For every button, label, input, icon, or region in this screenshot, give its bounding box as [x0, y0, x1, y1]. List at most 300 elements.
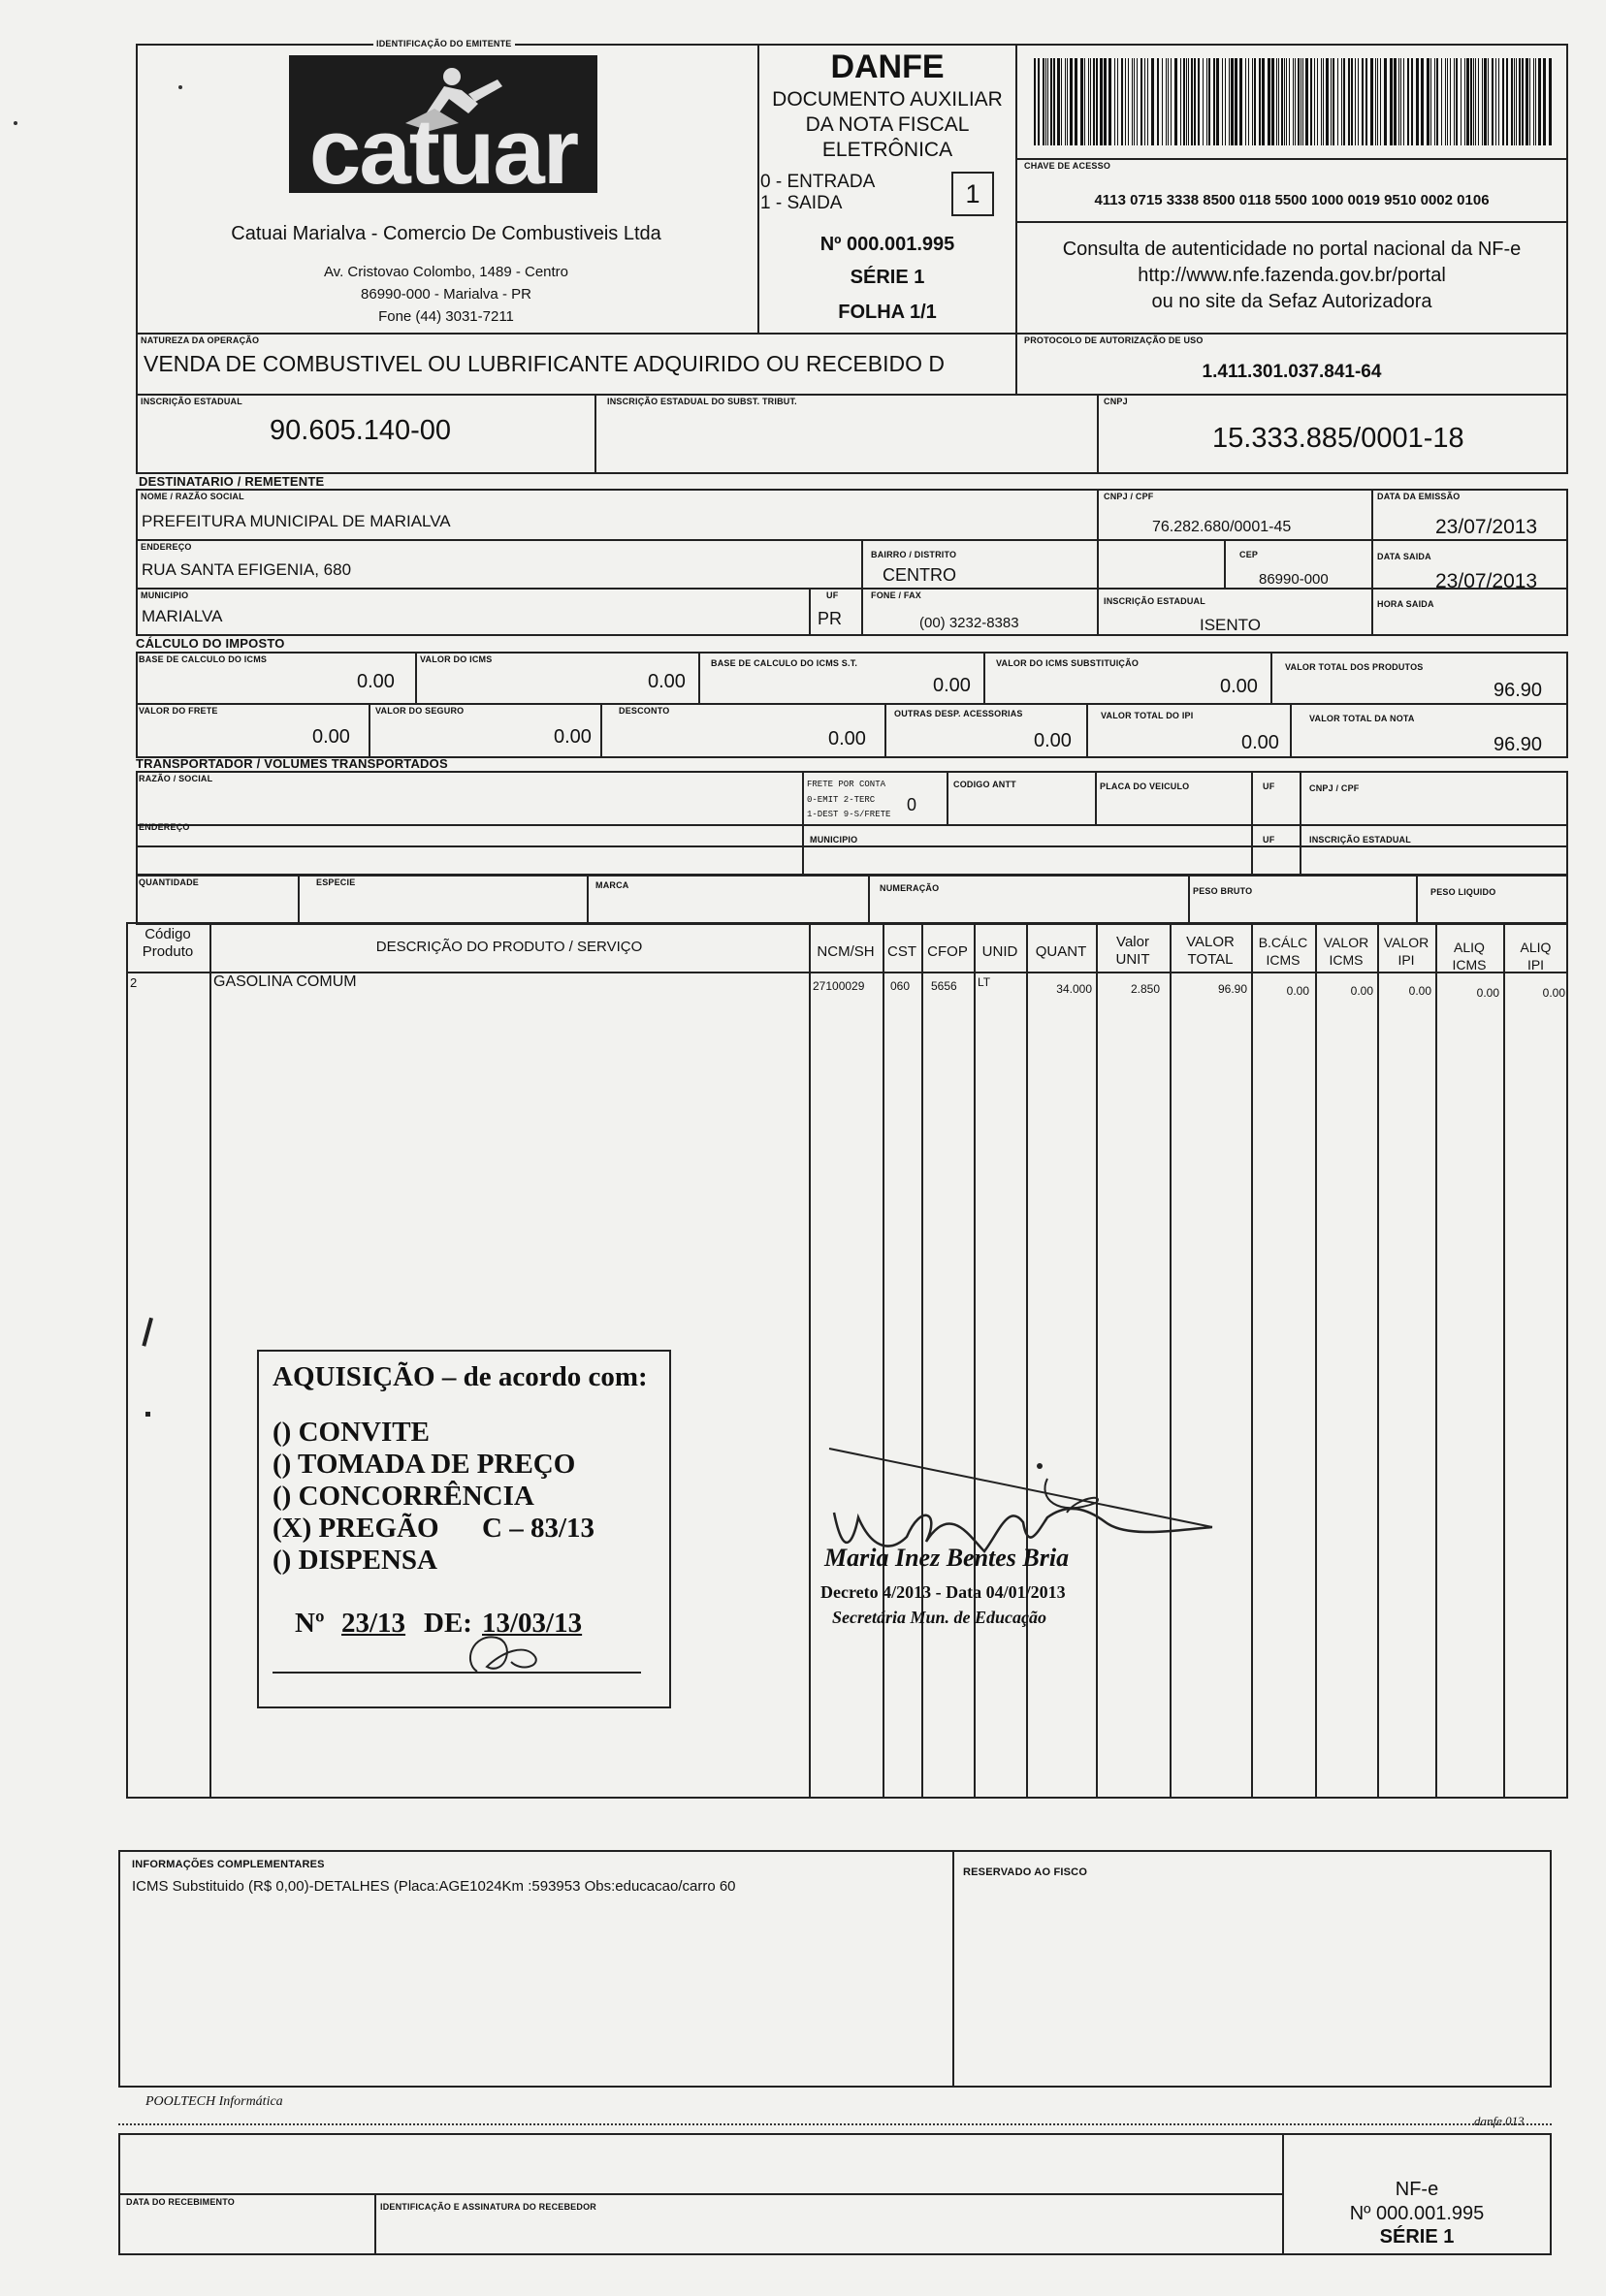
- barcode-bar: [1454, 58, 1455, 145]
- logo-text: catuar: [308, 100, 578, 204]
- col-cfop: CFOP: [927, 943, 968, 960]
- barcode-bar: [1140, 58, 1142, 145]
- total-nota: 96.90: [1494, 734, 1543, 755]
- divider: [1095, 771, 1097, 824]
- stamp-num-label: Nº: [295, 1608, 325, 1639]
- barcode-bar: [1535, 58, 1536, 145]
- barcode-bar: [1088, 58, 1089, 145]
- chave-value: 4113 0715 3338 8500 0118 5500 1000 0019 9510 0002 0106: [1094, 192, 1490, 208]
- divider: [1435, 922, 1437, 1799]
- barcode-bar: [1108, 58, 1111, 145]
- barcode-bar: [1157, 58, 1159, 145]
- barcode-bar: [1323, 58, 1324, 145]
- stamp-title: AQUISIÇÃO – de acordo com:: [273, 1361, 648, 1392]
- barcode-bar: [1317, 58, 1318, 145]
- barcode-bar: [1445, 58, 1446, 145]
- identificacao-label: IDENTIFICAÇÃO E ASSINATURA DO RECEBEDOR: [380, 2202, 596, 2212]
- barcode-bar: [1298, 58, 1300, 145]
- barcode-bar: [1343, 58, 1345, 145]
- barcode-bar: [1447, 58, 1448, 145]
- barcode-bar: [1100, 58, 1103, 145]
- barcode-bar: [1492, 58, 1494, 145]
- divider: [698, 652, 700, 703]
- canhoto-serie: SÉRIE 1: [1379, 2226, 1455, 2248]
- cell-bcicms: 0.00: [1286, 984, 1309, 998]
- barcode-bar: [1502, 58, 1504, 145]
- barcode-bar: [1473, 58, 1474, 145]
- barcode-bar: [1034, 58, 1036, 145]
- barcode-bar: [1278, 58, 1279, 145]
- divider: [1377, 922, 1379, 1799]
- barcode-bar: [1096, 58, 1098, 145]
- barcode-bar: [1484, 58, 1487, 145]
- divider: [861, 539, 863, 636]
- barcode-bar: [1067, 58, 1068, 145]
- recebimento-label: DATA DO RECEBIMENTO: [126, 2197, 235, 2207]
- barcode-bar: [1355, 58, 1356, 145]
- col-vunit: [1096, 934, 1170, 969]
- cell-cst: 060: [890, 979, 911, 993]
- barcode-bar: [1478, 58, 1479, 145]
- transp-endereco-label: ENDEREÇO: [139, 822, 190, 832]
- barcode-bar: [1117, 58, 1118, 145]
- col-bcicms: [1251, 934, 1315, 969]
- valor-st: 0.00: [1220, 676, 1258, 697]
- barcode-bar: [1047, 58, 1048, 145]
- natureza-value: VENDA DE COMBUSTIVEL OU LUBRIFICANTE ADQUIRIDO OU RECEBIDO D: [144, 351, 946, 376]
- barcode-bar: [1194, 58, 1196, 145]
- base-st: 0.00: [933, 675, 971, 696]
- frete-label: VALOR DO FRETE: [139, 706, 218, 716]
- dest-cep-label: CEP: [1239, 550, 1259, 559]
- stamp-concorrencia: () CONCORRÊNCIA: [273, 1481, 534, 1512]
- dest-endereco-label: ENDEREÇO: [141, 542, 192, 552]
- divider: [868, 875, 870, 925]
- divider: [136, 703, 1568, 705]
- divider: [809, 922, 811, 1799]
- dest-emissao: 23/07/2013: [1435, 516, 1538, 538]
- barcode-bar: [1206, 58, 1207, 145]
- ipi-label: VALOR TOTAL DO IPI: [1101, 711, 1194, 720]
- barcode-bar: [1375, 58, 1376, 145]
- divider: [600, 703, 602, 758]
- barcode-bar: [1430, 58, 1431, 145]
- barcode-bar: [1239, 58, 1242, 145]
- barcode-bar: [1057, 58, 1060, 145]
- ie-st-label: INSCRIÇÃO ESTADUAL DO SUBST. TRIBUT.: [607, 397, 797, 406]
- transp-ie-label: INSCRIÇÃO ESTADUAL: [1309, 835, 1411, 845]
- barcode-bar: [1398, 58, 1399, 145]
- barcode-bar: [1151, 58, 1154, 145]
- complementares-label: INFORMAÇÕES COMPLEMENTARES: [132, 1859, 325, 1870]
- barcode-bar: [1038, 58, 1040, 145]
- danfe-numero: Nº 000.001.995: [819, 234, 955, 255]
- stamp-date: 13/03/13: [482, 1608, 583, 1639]
- col-aliqipi: [1503, 939, 1568, 973]
- divider: [1503, 922, 1505, 1799]
- barcode-bar: [1271, 58, 1274, 145]
- barcode-bar: [1259, 58, 1261, 145]
- outras: 0.00: [1034, 730, 1072, 751]
- stamp-pregao: (X) PREGÃO: [273, 1513, 439, 1544]
- barcode-bar: [1538, 58, 1541, 145]
- divider: [1251, 771, 1253, 876]
- barcode-bar: [1188, 58, 1189, 145]
- dest-ie: ISENTO: [1200, 616, 1261, 634]
- barcode-bar: [1075, 58, 1077, 145]
- barcode-bar: [1358, 58, 1359, 145]
- cell-ncm: 27100029: [813, 979, 865, 993]
- outras-label: OUTRAS DESP. ACESSORIAS: [894, 709, 1023, 718]
- barcode-bar: [1213, 58, 1215, 145]
- divider: [118, 2193, 1282, 2195]
- placa-label: PLACA DO VEICULO: [1100, 781, 1190, 791]
- col-vipi: [1377, 934, 1435, 969]
- col-vipi-line2: IPI: [1397, 952, 1415, 968]
- emitente-cnpj-label: CNPJ: [1104, 397, 1128, 406]
- barcode-bar: [1464, 58, 1465, 145]
- barcode-bar: [1348, 58, 1350, 145]
- signature-name: Maria Inez Bentes Bria: [824, 1544, 1070, 1572]
- danfe-title: DANFE: [830, 48, 945, 85]
- frete: 0.00: [312, 726, 350, 748]
- barcode-bar: [1450, 58, 1451, 145]
- barcode-bar: [1293, 58, 1294, 145]
- barcode-bar: [1331, 58, 1332, 145]
- barcode-bar: [1310, 58, 1312, 145]
- divider: [136, 824, 1568, 826]
- barcode-bar: [1268, 58, 1270, 145]
- barcode-bar: [1416, 58, 1419, 145]
- dest-uf-label: UF: [826, 590, 839, 600]
- cell-unid: LT: [978, 975, 991, 989]
- software-credit: POOLTECH Informática: [145, 2094, 283, 2109]
- canhoto-nfe: NF-e: [1395, 2179, 1439, 2200]
- barcode-bar: [1522, 58, 1524, 145]
- dest-cnpj-label: CNPJ / CPF: [1104, 492, 1154, 501]
- seguro-label: VALOR DO SEGURO: [375, 706, 465, 716]
- divider: [587, 875, 589, 925]
- col-codigo: [126, 926, 209, 961]
- col-quant: QUANT: [1035, 943, 1087, 960]
- dest-endereco: RUA SANTA EFIGENIA, 680: [142, 560, 352, 579]
- divider: [1097, 489, 1099, 636]
- col-vipi-line1: VALOR: [1383, 935, 1429, 950]
- barcode-bar: [1225, 58, 1226, 145]
- frete-conta-value: 0: [907, 795, 917, 814]
- danfe-saida: 1 - SAIDA: [760, 193, 843, 213]
- transp-razao-label: RAZÃO / SOCIAL: [139, 774, 213, 783]
- protocolo-value: 1.411.301.037.841-64: [1202, 362, 1382, 382]
- dest-fone-label: FONE / FAX: [871, 590, 922, 600]
- barcode-bar: [1514, 58, 1515, 145]
- divider: [1371, 489, 1373, 636]
- barcode-bar: [1222, 58, 1223, 145]
- danfe-folha: FOLHA 1/1: [838, 302, 937, 323]
- barcode-bar: [1384, 58, 1387, 145]
- emitente-city: 86990-000 - Marialva - PR: [361, 286, 531, 303]
- dest-ie-label: INSCRIÇÃO ESTADUAL: [1104, 596, 1205, 606]
- dest-uf: PR: [818, 609, 843, 628]
- fisco-label: RESERVADO AO FISCO: [963, 1866, 1088, 1878]
- barcode-bar: [1084, 58, 1085, 145]
- frete-conta-2: 0-EMIT 2-TERC: [807, 795, 876, 805]
- complementares-value: ICMS Substituido (R$ 0,00)-DETALHES (Placa:AGE1024Km :593953 Obs:educacao/carro 60: [132, 1878, 736, 1895]
- transp-municipio-label: MUNICIPIO: [810, 835, 858, 845]
- barcode-bar: [1216, 58, 1219, 145]
- barcode-bar: [1436, 58, 1438, 145]
- barcode-bar: [1248, 58, 1249, 145]
- dest-municipio: MARIALVA: [142, 607, 223, 625]
- stamp-num: 23/13: [341, 1608, 406, 1639]
- barcode-bar: [1427, 58, 1429, 145]
- barcode-bar: [1421, 58, 1424, 145]
- col-vicms-line1: VALOR: [1323, 935, 1369, 950]
- divider: [369, 703, 370, 758]
- col-vicms: [1315, 934, 1377, 969]
- scan-dot: [178, 85, 182, 89]
- col-vtotal-line1: VALOR: [1186, 934, 1235, 950]
- divider: [802, 771, 804, 876]
- dest-hora-label: HORA SAIDA: [1377, 599, 1434, 609]
- scan-dot: [14, 121, 17, 125]
- transp-uf2-label: UF: [1263, 835, 1275, 845]
- consulta-line-3: ou no site da Sefaz Autorizadora: [1151, 291, 1432, 312]
- col-aliqipi-line1: ALIQ: [1520, 940, 1552, 955]
- cut-line: [118, 2123, 1552, 2125]
- dest-bairro-label: BAIRRO / DISTRITO: [871, 550, 957, 559]
- base-icms: 0.00: [357, 671, 395, 692]
- consulta-line-1: Consulta de autenticidade no portal nacional da NF-e: [1062, 239, 1522, 260]
- cell-cfop: 5656: [931, 979, 957, 993]
- barcode-bar: [1511, 58, 1513, 145]
- barcode-bar: [1380, 58, 1381, 145]
- barcode-bar: [1065, 58, 1066, 145]
- barcode-bar: [1411, 58, 1413, 145]
- ie-label: INSCRIÇÃO ESTADUAL: [141, 397, 242, 406]
- barcode-bar: [1377, 58, 1378, 145]
- col-bcicms-line1: B.CÁLC: [1258, 935, 1308, 950]
- barcode-bar: [1400, 58, 1401, 145]
- barcode-bar: [1128, 58, 1129, 145]
- col-vunit-line1: Valor: [1116, 934, 1149, 950]
- barcode-bar: [1114, 58, 1115, 145]
- col-descricao: DESCRIÇÃO DO PRODUTO / SERVIÇO: [375, 939, 643, 955]
- divider: [983, 652, 985, 703]
- transp-uf-label: UF: [1263, 781, 1275, 791]
- stamp-date-label: DE:: [424, 1608, 472, 1639]
- valor-icms-label: VALOR DO ICMS: [420, 654, 493, 664]
- total-produtos-label: VALOR TOTAL DOS PRODUTOS: [1285, 662, 1424, 672]
- barcode-bar: [1050, 58, 1052, 145]
- base-icms-label: BASE DE CALCULO DO ICMS: [139, 654, 268, 664]
- barcode-bar: [1174, 58, 1177, 145]
- emitente-phone: Fone (44) 3031-7211: [378, 308, 514, 325]
- barcode: [1030, 54, 1557, 149]
- barcode-bar: [1203, 58, 1204, 145]
- qtd-label: QUANTIDADE: [139, 877, 199, 887]
- dest-bairro: CENTRO: [883, 565, 956, 585]
- barcode-bar: [1245, 58, 1246, 145]
- divider: [1188, 875, 1190, 925]
- canhoto-numero: Nº 000.001.995: [1349, 2203, 1485, 2224]
- cell-descricao: GASOLINA COMUM: [213, 973, 357, 990]
- seguro: 0.00: [554, 726, 592, 748]
- barcode-bar: [1043, 58, 1044, 145]
- barcode-bar: [1180, 58, 1181, 145]
- stamp-tomada: () TOMADA DE PREÇO: [273, 1449, 576, 1480]
- barcode-bar: [1549, 58, 1552, 145]
- barcode-bar: [1281, 58, 1283, 145]
- cell-codigo: 2: [130, 975, 138, 990]
- barcode-bar: [1147, 58, 1148, 145]
- cell-aliqicms: 0.00: [1476, 986, 1499, 1000]
- danfe-subtitle-2: DA NOTA FISCAL: [805, 113, 970, 136]
- consulta-line-2: http://www.nfe.fazenda.gov.br/portal: [1138, 265, 1446, 286]
- divider: [1224, 539, 1226, 588]
- barcode-bar: [1394, 58, 1397, 145]
- barcode-bar: [1533, 58, 1534, 145]
- barcode-bar: [1488, 58, 1489, 145]
- barcode-bar: [1495, 58, 1496, 145]
- antt-label: CODIGO ANTT: [953, 780, 1016, 789]
- divider: [1086, 703, 1088, 758]
- barcode-bar: [1104, 58, 1107, 145]
- barcode-bar: [1475, 58, 1476, 145]
- dest-municipio-label: MUNICIPIO: [141, 590, 189, 600]
- total-nota-label: VALOR TOTAL DA NOTA: [1309, 714, 1415, 723]
- col-bcicms-line2: ICMS: [1266, 952, 1301, 968]
- barcode-bar: [1235, 58, 1237, 145]
- dest-cnpj: 76.282.680/0001-45: [1152, 519, 1292, 535]
- barcode-bar: [1390, 58, 1393, 145]
- barcode-bar: [1519, 58, 1521, 145]
- dest-saida-label: DATA SAIDA: [1377, 552, 1431, 561]
- barcode-bar: [1326, 58, 1329, 145]
- margin-dot: [145, 1412, 150, 1417]
- barcode-bar: [1061, 58, 1062, 145]
- company-logo: [289, 55, 597, 204]
- transportador-section-label: TRANSPORTADOR / VOLUMES TRANSPORTADOS: [136, 756, 448, 771]
- cell-quant: 34.000: [1056, 982, 1092, 996]
- barcode-bar: [1529, 58, 1530, 145]
- destinatario-section-label: DESTINATARIO / REMETENTE: [139, 474, 325, 489]
- dest-saida: 23/07/2013: [1435, 570, 1538, 592]
- barcode-bar: [1183, 58, 1185, 145]
- emitente-section-label: IDENTIFICAÇÃO DO EMITENTE: [373, 39, 515, 48]
- ie-value: 90.605.140-00: [270, 415, 452, 446]
- barcode-bar: [1506, 58, 1508, 145]
- stamp-pregao-num: C – 83/13: [482, 1513, 594, 1544]
- aquisicao-stamp: [257, 1350, 671, 1708]
- barcode-bar: [1262, 58, 1265, 145]
- col-aliqicms-line2: ICMS: [1452, 957, 1487, 973]
- barcode-bar: [1526, 58, 1528, 145]
- barcode-bar: [1516, 58, 1517, 145]
- transp-cnpj-label: CNPJ / CPF: [1309, 783, 1360, 793]
- emitente-cnpj-value: 15.333.885/0001-18: [1212, 423, 1464, 454]
- barcode-bar: [1295, 58, 1296, 145]
- barcode-bar: [1162, 58, 1163, 145]
- barcode-bar: [1333, 58, 1334, 145]
- barcode-bar: [1125, 58, 1126, 145]
- signature-decree: Decreto 4/2013 - Data 04/01/2013: [820, 1582, 1066, 1602]
- col-codigo-line1: Código: [145, 926, 191, 942]
- barcode-bar: [1198, 58, 1200, 145]
- desconto-label: DESCONTO: [619, 706, 670, 716]
- col-vunit-line2: UNIT: [1115, 951, 1150, 968]
- barcode-bar: [1186, 58, 1187, 145]
- valor-icms: 0.00: [648, 671, 686, 692]
- danfe-tipo-box: [951, 172, 994, 216]
- barcode-bar: [1482, 58, 1483, 145]
- barcode-bar: [1466, 58, 1469, 145]
- barcode-bar: [1045, 58, 1046, 145]
- barcode-bar: [1434, 58, 1435, 145]
- dest-nome-label: NOME / RAZÃO SOCIAL: [141, 492, 244, 501]
- barcode-bar: [1470, 58, 1472, 145]
- cell-vunit: 2.850: [1130, 982, 1160, 996]
- divider: [136, 845, 1568, 847]
- barcode-bar: [1370, 58, 1373, 145]
- stamp-dispensa: () DISPENSA: [273, 1545, 437, 1576]
- barcode-bar: [1302, 58, 1303, 145]
- danfe-entrada: 0 - ENTRADA: [760, 172, 876, 192]
- col-unid: UNID: [981, 943, 1018, 960]
- barcode-bar: [1229, 58, 1230, 145]
- especie-label: ESPECIE: [316, 877, 356, 887]
- barcode-bar: [1093, 58, 1095, 145]
- barcode-bar: [1365, 58, 1367, 145]
- barcode-bar: [1134, 58, 1135, 145]
- barcode-bar: [1208, 58, 1210, 145]
- barcode-bar: [1341, 58, 1342, 145]
- barcode-bar: [1254, 58, 1256, 145]
- ipi: 0.00: [1241, 732, 1279, 753]
- barcode-bar: [1441, 58, 1442, 145]
- imposto-section-label: CÁLCULO DO IMPOSTO: [136, 636, 285, 651]
- divider: [136, 588, 1568, 590]
- barcode-bar: [1337, 58, 1338, 145]
- dest-fone: (00) 3232-8383: [919, 615, 1019, 631]
- divider: [594, 394, 596, 474]
- divider: [298, 875, 300, 925]
- numeracao-label: NUMERAÇÃO: [880, 883, 940, 893]
- barcode-bar: [1171, 58, 1172, 145]
- base-st-label: BASE DE CALCULO DO ICMS S.T.: [711, 658, 858, 668]
- cell-aliqipi: 0.00: [1542, 986, 1565, 1000]
- desconto: 0.00: [828, 728, 866, 749]
- valor-st-label: VALOR DO ICMS SUBSTITUIÇÃO: [996, 658, 1140, 668]
- cell-vipi: 0.00: [1408, 984, 1431, 998]
- divider: [1416, 875, 1418, 925]
- stamp-convite: () CONVITE: [273, 1417, 430, 1448]
- divider: [947, 771, 948, 824]
- barcode-bar: [1191, 58, 1193, 145]
- col-vicms-line2: ICMS: [1329, 952, 1364, 968]
- divider: [884, 703, 886, 758]
- peso-liquido-label: PESO LIQUIDO: [1430, 887, 1496, 897]
- divider: [1015, 158, 1568, 160]
- danfe-serie: SÉRIE 1: [850, 267, 925, 288]
- divider: [1097, 394, 1099, 474]
- col-aliqipi-line2: IPI: [1526, 957, 1545, 973]
- barcode-bar: [1321, 58, 1322, 145]
- barcode-bar: [1456, 58, 1458, 145]
- emitente-name: Catuai Marialva - Comercio De Combustiveis Ltda: [231, 223, 661, 244]
- divider: [136, 539, 1568, 541]
- dest-cep: 86990-000: [1259, 571, 1329, 588]
